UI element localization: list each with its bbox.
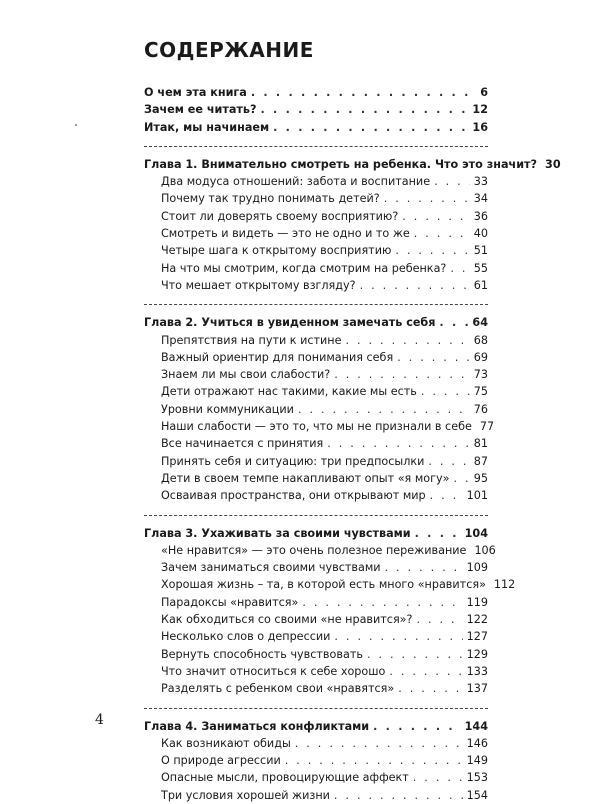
dot-leader [273, 119, 468, 136]
toc-entry-page-number: 77 [479, 420, 495, 434]
dot-leader [384, 190, 470, 207]
toc-intro-entry-label: О чем эта книга [144, 86, 247, 99]
dot-leader [397, 349, 470, 366]
toc-chapters [144, 146, 561, 804]
toc-entry-page-number: 129 [466, 647, 488, 661]
toc-intro-entry [144, 119, 488, 136]
toc-entry [144, 559, 488, 576]
toc-entry [144, 769, 488, 786]
toc-chapter-heading-page-number: 144 [464, 719, 488, 733]
toc-entry-label: Разделять с ребенком свои «нравятся» [161, 682, 395, 696]
dot-leader [430, 487, 463, 504]
dot-leader [415, 525, 461, 542]
toc-entry [144, 383, 488, 400]
dot-leader [346, 332, 470, 349]
toc-chapter-heading-label: Глава 1. Внимательно смотреть на ребенка. Что это значит? [144, 157, 538, 171]
dot-leader [416, 611, 462, 628]
page-number: 4 [95, 712, 104, 728]
table-of-contents [144, 84, 561, 804]
toc-intro-entry-label: Итак, мы начинаем [144, 120, 270, 134]
toc-entry-page-number: 69 [473, 350, 488, 364]
toc-chapter-heading-label: Глава 4. Заниматься конфликтами [144, 719, 370, 733]
toc-entry-page-number: 61 [473, 278, 488, 292]
toc-entry-label: Почему так трудно понимать детей? [161, 192, 380, 206]
dot-leader [251, 84, 470, 101]
toc-intro-entry-page-number: 12 [472, 103, 488, 117]
dot-leader [434, 173, 470, 190]
toc-entry-page-number: 55 [473, 261, 488, 275]
toc-entry-label: Что значит относиться к себе хорошо [161, 664, 386, 678]
toc-entry-label: Препятствия на пути к истине [161, 333, 342, 347]
toc-entry-label: Смотреть и видеть — это не одно и то же [161, 227, 410, 241]
toc-entry-page-number: 106 [474, 543, 496, 557]
toc-entry [144, 453, 488, 470]
toc-intro-entry [144, 84, 488, 101]
toc-entry-label: Наши слабости — это то, что мы не признали в себе [161, 420, 472, 434]
toc-entry-page-number: 112 [493, 578, 516, 592]
toc-entry [144, 418, 495, 435]
dot-leader [395, 242, 469, 259]
toc-entry-label: Зачем заниматься своими чувствами [161, 561, 381, 575]
toc-entry-label: Стоит ли доверять своему восприятию? [161, 209, 399, 223]
toc-entry-label: Знаем ли мы свои слабости? [161, 368, 331, 382]
dot-leader [421, 383, 470, 400]
dot-leader [453, 470, 469, 487]
print-speck [75, 124, 77, 126]
toc-entry-page-number: 101 [466, 489, 488, 503]
toc-entry [144, 208, 488, 225]
toc-entry [144, 225, 488, 242]
toc-chapter-heading-page-number: 104 [464, 526, 488, 540]
toc-entry-label: Принять себя и ситуацию: три предпосылки [161, 454, 425, 468]
toc-entry [144, 611, 488, 628]
toc-entry-page-number: 81 [473, 437, 488, 451]
toc-entry-page-number: 127 [466, 630, 488, 644]
dot-leader [439, 314, 468, 331]
toc-intro-entry-page-number: 6 [480, 86, 488, 99]
toc-entry [144, 594, 488, 611]
dot-leader [327, 435, 469, 452]
toc-chapter-section [144, 708, 488, 804]
toc-entry-page-number: 133 [466, 664, 488, 678]
toc-chapter-heading [144, 314, 488, 331]
toc-entry-label: Три условия хорошей жизни [161, 788, 330, 802]
dot-leader [413, 769, 463, 786]
toc-entry [144, 260, 488, 277]
toc-entry-page-number: 75 [473, 385, 488, 399]
dot-leader [260, 101, 468, 118]
toc-entry [144, 735, 488, 752]
toc-entry [144, 470, 488, 487]
toc-entry-page-number: 149 [466, 754, 488, 768]
toc-entry-label: Все начинается с принятия [161, 437, 324, 451]
dot-leader [295, 735, 463, 752]
toc-entry [144, 332, 488, 349]
dot-leader [389, 663, 462, 680]
dot-leader [398, 680, 462, 697]
toc-entry-label: Как возникают обиды [161, 736, 291, 750]
toc-entry-page-number: 122 [466, 613, 488, 627]
toc-intro-entry-label: Зачем ее читать? [144, 103, 257, 117]
toc-entry [144, 401, 488, 418]
dot-leader [298, 401, 470, 418]
toc-entry-label: На что мы смотрим, когда смотрим на ребенка? [161, 261, 447, 275]
toc-entry-page-number: 36 [473, 209, 488, 223]
toc-entry-label: Хорошая жизнь – та, в которой есть много «нравится» [161, 578, 486, 592]
toc-entry-page-number: 40 [473, 227, 488, 241]
toc-entry-page-number: 154 [466, 788, 488, 802]
toc-entry-page-number: 87 [473, 454, 488, 468]
toc-intro-entry [144, 101, 488, 118]
toc-entry-label: О природе агрессии [161, 754, 281, 768]
dot-leader [360, 277, 470, 294]
toc-entry [144, 752, 488, 769]
dot-leader [428, 453, 469, 470]
toc-entry-page-number: 68 [473, 333, 488, 347]
toc-entry-label: Четыре шага к открытому восприятию [161, 244, 392, 258]
toc-entry-page-number: 119 [466, 595, 488, 609]
toc-entry-page-number: 76 [473, 402, 488, 416]
toc-chapter-heading-label: Глава 2. Учиться в увиденном замечать себя [144, 316, 436, 330]
dot-leader [285, 752, 463, 769]
toc-chapter-heading-label: Глава 3. Ухаживать за своими чувствами [144, 526, 411, 540]
toc-entry-page-number: 146 [466, 736, 488, 750]
toc-entry [144, 190, 488, 207]
toc-chapter-section [144, 146, 561, 294]
toc-entry-label: Осваивая пространства, они открывают мир [161, 489, 426, 503]
toc-entry-label: Дети в своем темпе накапливают опыт «я могу» [161, 471, 450, 485]
toc-entry-label: Как обходиться со своими «не нравится»? [161, 613, 413, 627]
toc-entry-page-number: 51 [473, 244, 488, 258]
toc-entry [144, 576, 516, 593]
toc-entry [144, 680, 488, 697]
toc-chapter-heading-page-number: 64 [472, 316, 488, 330]
dot-leader [373, 718, 461, 735]
toc-entry [144, 487, 488, 504]
toc-entry-label: Важный ориентир для понимания себя [161, 350, 394, 364]
toc-entry-label: Несколько слов о депрессии [161, 630, 331, 644]
dot-leader [334, 787, 463, 804]
toc-chapter-section [144, 515, 516, 698]
toc-entry-label: Вернуть способность чувствовать [161, 647, 363, 661]
toc-entry-page-number: 109 [466, 561, 488, 575]
toc-chapter-heading [144, 156, 561, 173]
toc-entry-label: «Не нравится» — это очень полезное переживание [161, 543, 467, 557]
page-title: СОДЕРЖАНИЕ [144, 38, 314, 62]
toc-intro-entry-page-number: 16 [472, 120, 488, 134]
dot-leader [334, 628, 462, 645]
toc-entry-page-number: 33 [473, 175, 488, 189]
dot-leader [450, 260, 469, 277]
toc-chapter-section [144, 304, 495, 504]
toc-entry [144, 277, 488, 294]
toc-chapter-heading [144, 718, 488, 735]
toc-entry-label: Парадоксы «нравится» [161, 595, 299, 609]
dot-leader [334, 366, 470, 383]
toc-entry-label: Два модуса отношений: забота и воспитание [161, 175, 431, 189]
dot-leader [385, 559, 463, 576]
toc-entry [144, 349, 488, 366]
toc-entry-page-number: 137 [466, 682, 488, 696]
toc-entry-page-number: 153 [466, 771, 488, 785]
toc-chapter-heading-page-number: 30 [545, 157, 561, 171]
toc-entry [144, 173, 488, 190]
dot-leader [367, 646, 463, 663]
toc-entry [144, 628, 488, 645]
toc-entry-label: Дети отражают нас такими, какие мы есть [161, 385, 417, 399]
toc-entry-page-number: 95 [473, 471, 488, 485]
dot-leader [414, 225, 470, 242]
toc-entry [144, 542, 496, 559]
toc-entry [144, 366, 488, 383]
toc-entry [144, 646, 488, 663]
toc-entry [144, 787, 488, 804]
toc-intro-section [144, 84, 488, 136]
toc-chapter-heading [144, 525, 488, 542]
toc-entry [144, 435, 488, 452]
toc-entry [144, 242, 488, 259]
toc-entry-page-number: 34 [473, 192, 488, 206]
toc-entry [144, 663, 488, 680]
toc-entry-page-number: 73 [473, 368, 488, 382]
dot-leader [302, 594, 462, 611]
dot-leader [402, 208, 469, 225]
toc-entry-label: Опасные мысли, провоцирующие аффект [161, 771, 409, 785]
toc-entry-label: Что мешает открытому взгляду? [161, 278, 356, 292]
toc-entry-label: Уровни коммуникации [161, 402, 294, 416]
